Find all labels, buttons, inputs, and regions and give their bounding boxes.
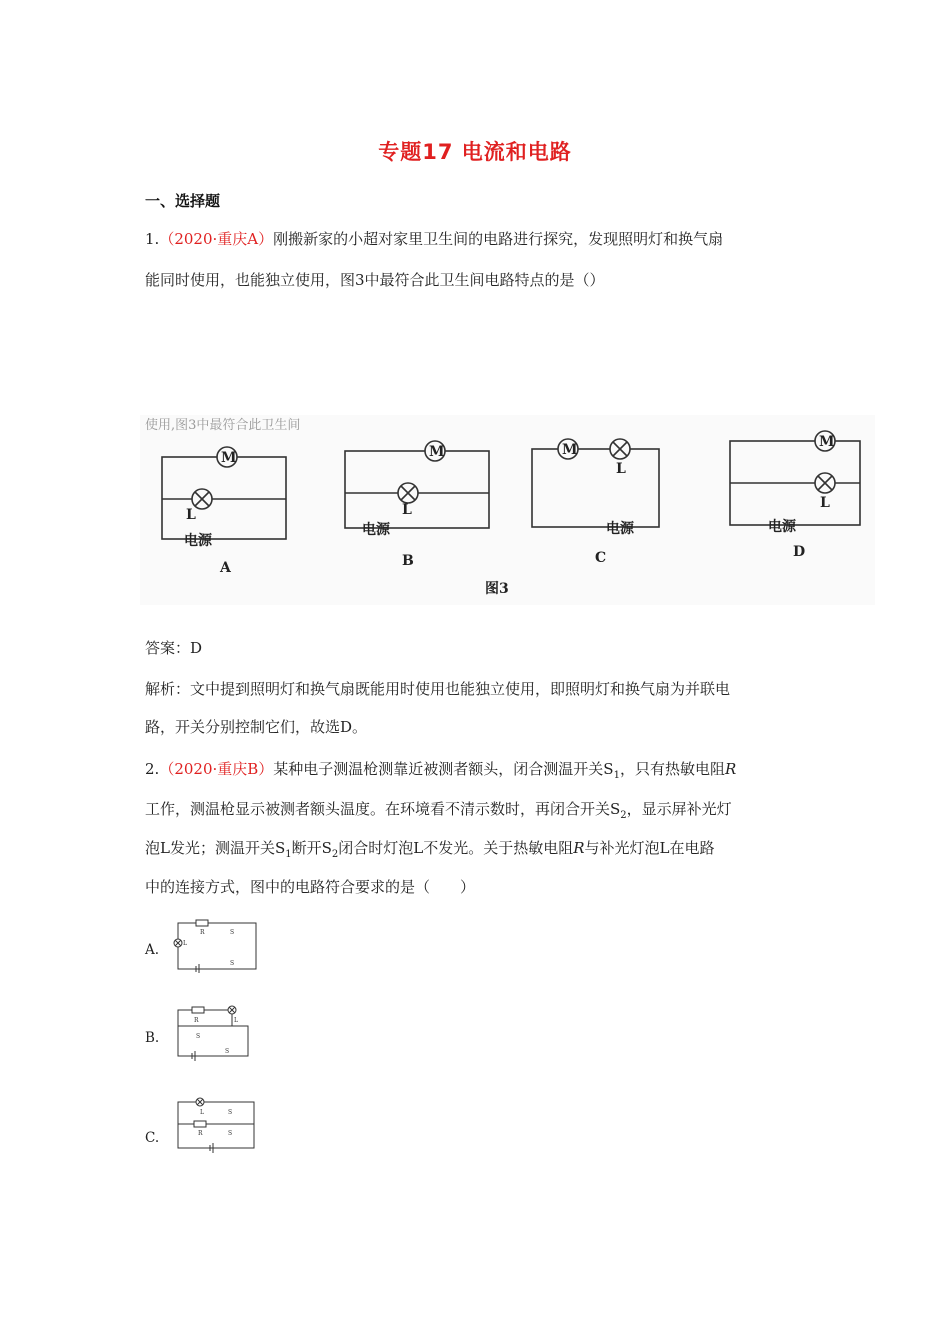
- fig-label-b: B: [402, 553, 414, 569]
- q2-text-3a: 泡L发光；测温开关S: [145, 839, 286, 857]
- opt-c-r: R: [198, 1130, 203, 1137]
- fig-label-c: C: [595, 550, 607, 566]
- fig-d-lamp: L: [820, 495, 830, 511]
- fig-b-lamp: L: [402, 502, 412, 518]
- opt-a-s-b: S: [230, 960, 235, 967]
- q2-line1: [145, 751, 825, 794]
- q2-text-2a: 工作，测温枪显示被测者额头温度。在环境看不清示数时，再闭合开关S: [145, 800, 621, 818]
- q1-analysis-1: 解析：文中提到照明灯和换气扇既能用时使用也能独立使用，即照明灯和换气扇为并联电: [145, 680, 731, 698]
- q2-source: （2020·重庆B）: [159, 760, 274, 778]
- fig-label-a: A: [220, 560, 231, 576]
- option-c-label[interactable]: C.: [145, 1130, 160, 1146]
- q1-line2: 能同时使用，也能独立使用，图3中最符合此卫生间电路特点的是（）: [145, 271, 605, 289]
- option-b-circuit[interactable]: [170, 1000, 265, 1066]
- opt-c-l: L: [200, 1109, 204, 1116]
- opt-b-r: R: [194, 1017, 199, 1024]
- fig-b-power: 电源: [362, 522, 390, 538]
- opt-a-s: S: [230, 929, 235, 936]
- q2-number: 2.: [145, 760, 160, 778]
- q1-analysis-2: 路，开关分别控制它们，故选D。: [145, 718, 368, 736]
- q2-line3: [145, 830, 825, 873]
- opt-a-r: R: [200, 929, 205, 936]
- page-title: 专题17 电流和电路: [378, 140, 572, 164]
- figure-3-svg: [140, 415, 875, 605]
- fig-label-d: D: [793, 544, 806, 560]
- fig-c-motor: M: [562, 442, 578, 458]
- q2-text-3d: 与补光灯泡L在电路: [584, 839, 715, 857]
- fig-a-power: 电源: [184, 533, 212, 549]
- q1-text-1: 刚搬新家的小超对家里卫生间的电路进行探究，发现照明灯和换气扇: [273, 230, 724, 248]
- fig-a-motor: M: [221, 450, 237, 466]
- figure-3: [140, 415, 875, 605]
- q1-number: 1.: [145, 230, 160, 248]
- figure-crop-text: 使用,图3中最符合此卫生间: [145, 418, 301, 433]
- section-heading: 一、选择题: [145, 192, 221, 210]
- opt-a-l: L: [183, 940, 187, 947]
- q2-line4: 中的连接方式，图中的电路符合要求的是（ ）: [145, 878, 476, 896]
- q2-r-3: R: [573, 839, 585, 857]
- fig-c-lamp: L: [616, 461, 626, 477]
- opt-c-s: S: [228, 1109, 233, 1116]
- q1-line1: [145, 221, 825, 258]
- q1-source: （2020·重庆A）: [159, 230, 274, 248]
- option-a-label[interactable]: A.: [145, 942, 160, 958]
- q2-text-3c: 闭合时灯泡L不发光。关于热敏电阻: [338, 839, 574, 857]
- opt-b-s-b: S: [225, 1048, 230, 1055]
- fig-a-lamp: L: [186, 507, 196, 523]
- q2-sub-3b: 2: [331, 849, 339, 860]
- opt-b-s: S: [196, 1033, 201, 1040]
- q2-text-1b: ，只有热敏电阻: [619, 760, 725, 778]
- q2-sub-2: 2: [620, 810, 627, 821]
- option-c-circuit[interactable]: [170, 1092, 265, 1158]
- q1-answer: 答案：D: [145, 639, 203, 657]
- q2-sub-1: 1: [613, 770, 620, 781]
- q2-line2: [145, 791, 825, 834]
- fig-d-motor: M: [819, 434, 835, 450]
- opt-c-s-b: S: [228, 1130, 233, 1137]
- q2-r-1: R: [724, 760, 737, 778]
- q2-sub-3a: 1: [285, 849, 292, 860]
- option-b-label[interactable]: B.: [145, 1030, 160, 1046]
- q2-text-2b: ，显示屏补光灯: [626, 800, 732, 818]
- fig-b-motor: M: [429, 444, 445, 460]
- fig-d-power: 电源: [768, 519, 796, 535]
- q2-text-3b: 断开S: [291, 839, 332, 857]
- opt-b-l: L: [234, 1017, 238, 1024]
- fig-c-power: 电源: [606, 521, 634, 537]
- figure-caption: 图3: [485, 581, 509, 597]
- option-a-circuit[interactable]: [170, 915, 265, 977]
- q2-text-1a: 某种电子测温枪测靠近被测者额头，闭合测温开关S: [273, 760, 614, 778]
